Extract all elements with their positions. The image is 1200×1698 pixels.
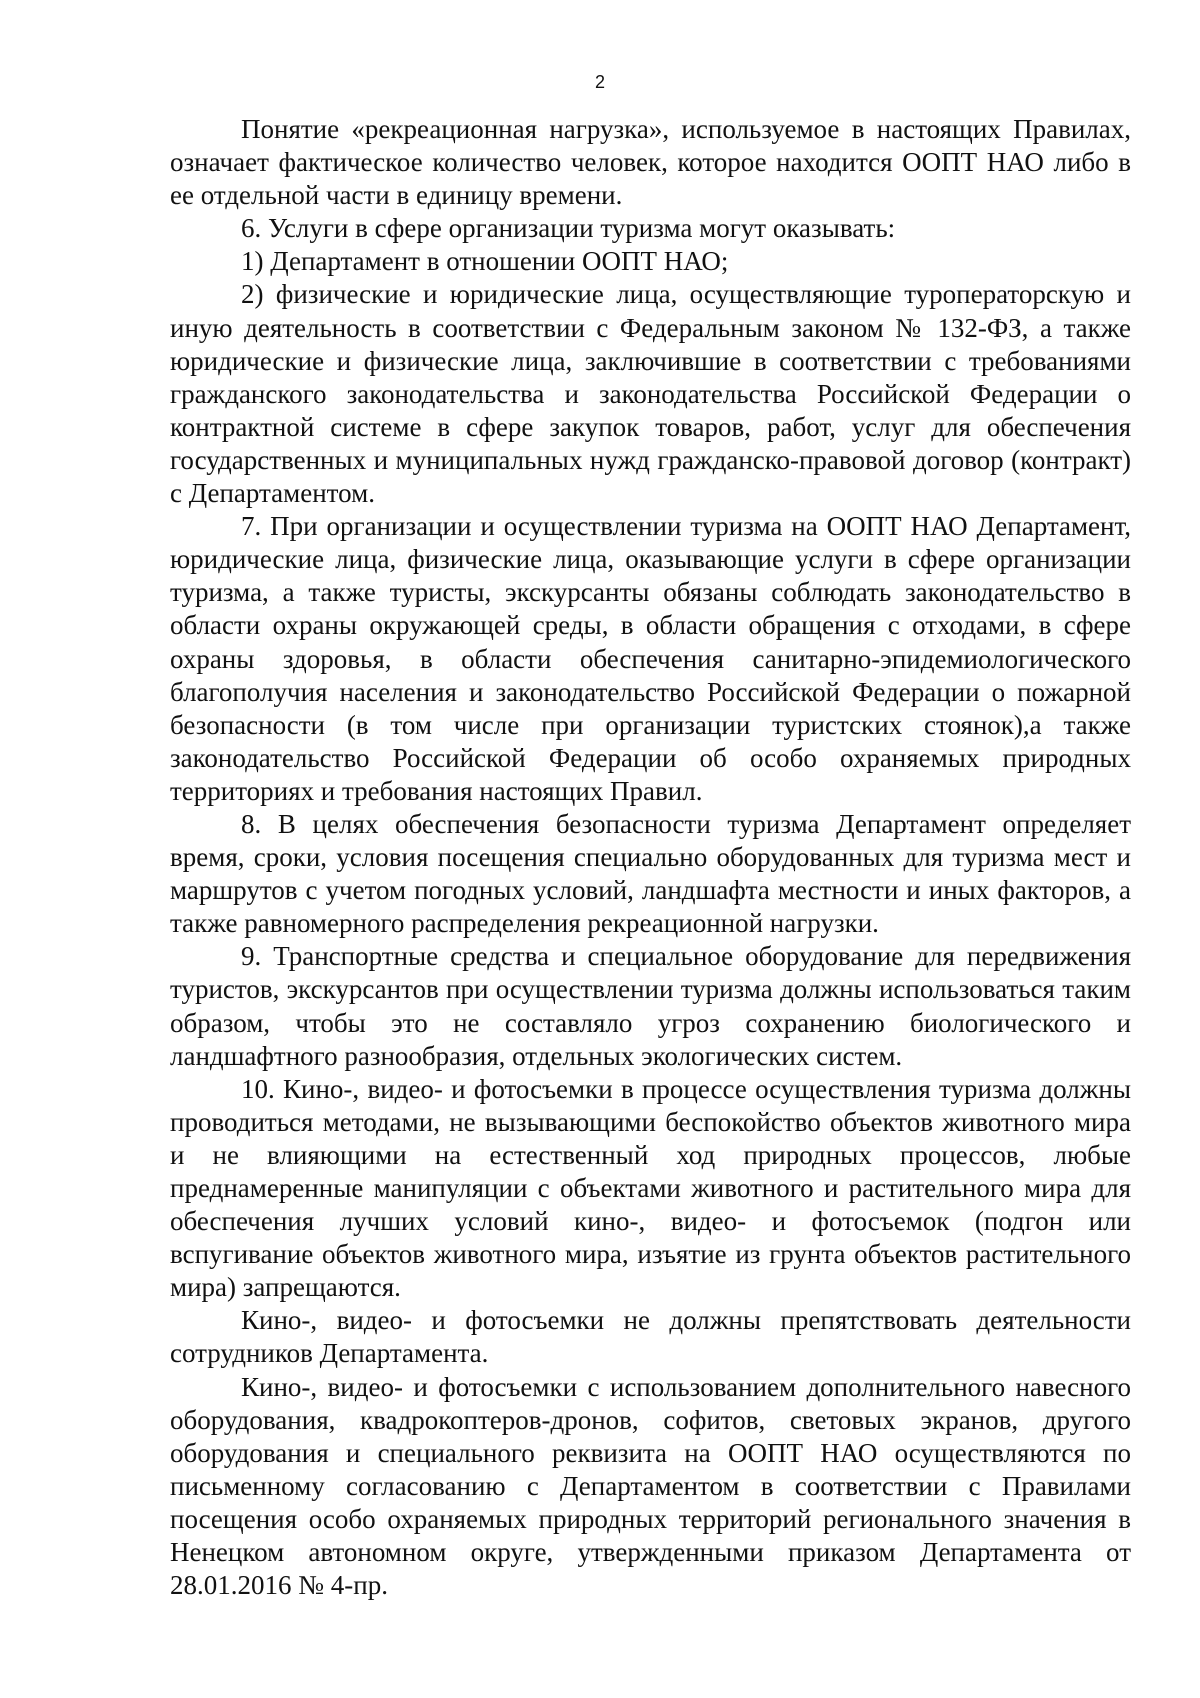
paragraph-item-10-equipment: Кино-, видео- и фотосъемки с использованием дополнительного навесного оборудования, квадрокоптеров-дронов, софитов, световых экранов, другого оборудования и специального реквизита на ООПТ НАО осуществляются по письменному согласованию с Департаментом в соответствии с Правилами посещения особо охраняемых природных территорий регионального значения в Ненецком автономном округе, утвержденными приказом Департамента от 28.01.2016 № 4-пр.	[170, 1371, 1131, 1601]
document-body	[170, 113, 1131, 1602]
paragraph-item-7: 7. При организации и осуществлении туризма на ООПТ НАО Департамент, юридические лица, физические лица, оказывающие услуги в сфере организации туризма, а также туристы, экскурсанты обязаны соблюдать законодательство в области охраны окружающей среды, в области обращения с отходами, в сфере охраны здоровья, в области обеспечения санитарно-эпидемиологического благополучия населения и законодательство Российской Федерации о пожарной безопасности (в том числе при организации туристских стоянок),а также законодательство Российской Федерации об особо охраняемых природных территориях и требования настоящих Правил.	[170, 511, 1131, 806]
page-number: 2	[594, 72, 605, 92]
paragraph-item-9: 9. Транспортные средства и специальное оборудование для передвижения туристов, экскурсантов при осуществлении туризма должны использоваться таким образом, чтобы это не составляло угроз сохранению биологического и ландшафтного разнообразия, отдельных экологических систем.	[170, 941, 1131, 1071]
paragraph-item-6: 6. Услуги в сфере организации туризма могут оказывать:	[241, 213, 896, 244]
paragraph-item-8: 8. В целях обеспечения безопасности туризма Департамент определяет время, сроки, условия посещения специально оборудованных для туризма мест и маршрутов с учетом погодных условий, ландшафта местности и иных факторов, а также равномерного распределения рекреационной нагрузки.	[170, 808, 1131, 939]
paragraph-item-6-2: 2) физические и юридические лица, осуществляющие туроператорскую и иную деятельность в соответствии с Федеральным законом № 132-ФЗ, а также юридические и физические лица, заключившие в соответствии с требованиями гражданского законодательства и законодательства Российской Федерации о контрактной системе в сфере закупок товаров, работ, услуг для обеспечения государственных и муниципальных нужд гражданско-правовой договор (контракт) с Департаментом.	[170, 279, 1131, 509]
paragraph-item-10: 10. Кино-, видео- и фотосъемки в процессе осуществления туризма должны проводиться методами, не вызывающими беспокойство объектов животного мира и не влияющими на естественный ход природных процессов, любые преднамеренные манипуляции с объектами животного и растительного мира для обеспечения лучших условий кино-, видео- и фотосъемок (подгон или вспугивание объектов животного мира, изъятие из грунта объектов растительного мира) запрещаются.	[170, 1073, 1131, 1303]
paragraph-recreational-load-definition: Понятие «рекреационная нагрузка», используемое в настоящих Правилах, означает фактическое количество человек, которое находится ООПТ НАО либо в ее отдельной части в единицу времени.	[170, 114, 1131, 211]
paragraph-item-6-1: 1) Департамент в отношении ООПТ НАО;	[241, 246, 729, 277]
paragraph-item-10-staff: Кино-, видео- и фотосъемки не должны препятствовать деятельности сотрудников Департамента.	[170, 1305, 1131, 1369]
